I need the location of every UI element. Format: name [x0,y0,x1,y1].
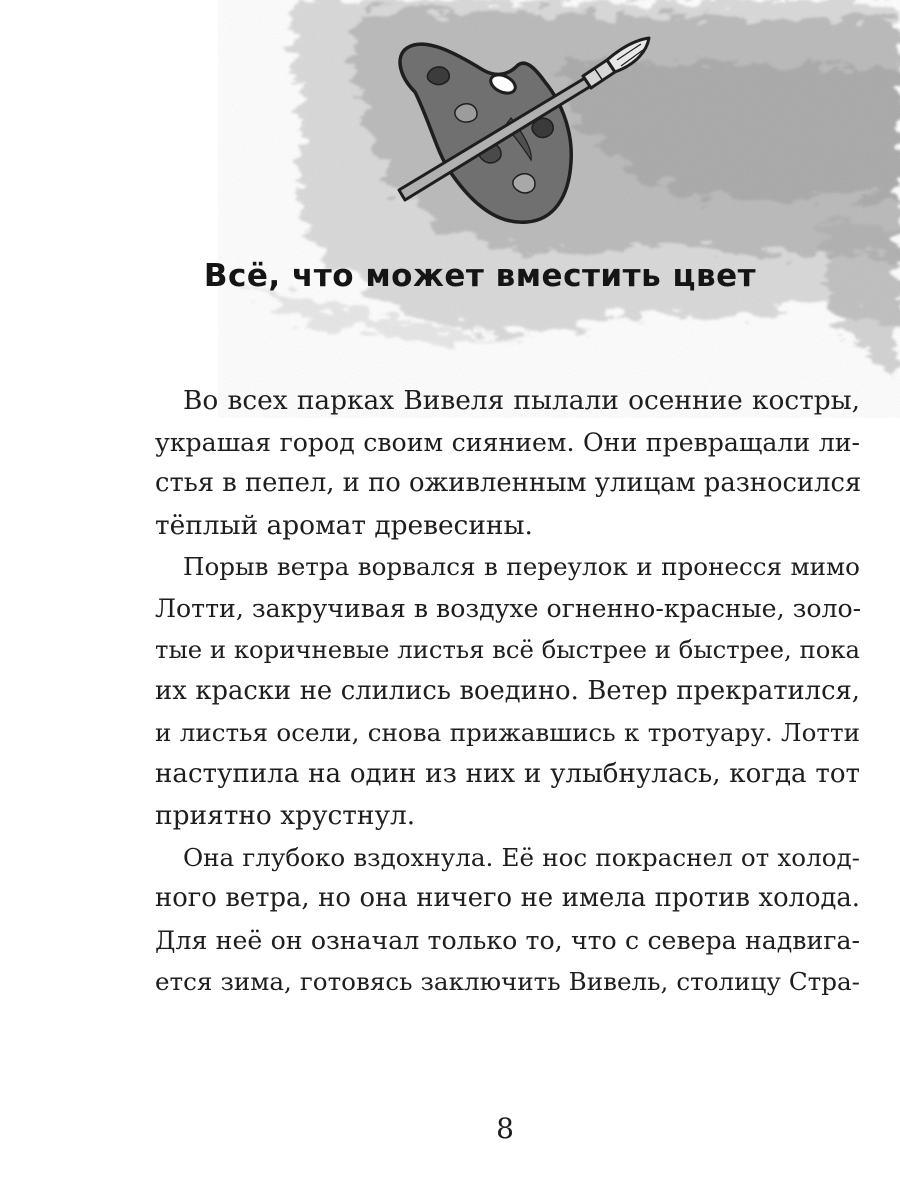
text-line: приятно хрустнул. [155,800,416,831]
paragraph [155,837,860,1003]
paragraph [155,546,860,837]
body-text [155,380,860,1003]
text-line: ного ветра, но она ничего не имела против холода. [155,883,860,913]
text-line: Лотти, закручивая в воздухе огненно-красные, золо- [155,593,862,623]
text-line: наступила на один из них и улыбнулась, когда тот [155,758,860,789]
paragraph [155,380,860,546]
text-line: тёплый аромат древесины. [155,509,533,541]
text-line: Для неё он означал только то, что с севера надвига- [155,925,860,955]
text-line: Порыв ветра ворвался в переулок и пронесся мимо [183,552,860,581]
text-line: ется зима, готовясь заключить Вивель, столицу Стра- [155,967,860,996]
paint-palette-with-brush-icon [385,30,675,240]
text-line: тые и коричневые листья всё быстрее и быстрее, пока [155,635,860,664]
text-line: их краски не слились воедино. Ветер прекратился, [155,675,860,706]
text-line: стья в пепел, и по оживленным улицам разносился [155,468,862,498]
text-line: Она глубоко вздохнула. Её нос покраснел от холод- [183,842,860,872]
page-number: 8 [496,1112,514,1145]
text-line: и листья осели, снова прижавшись к тротуару. Лотти [155,718,860,747]
chapter-title: Всё, что может вместить цвет [203,258,757,294]
text-line: украшая город своим сиянием. Они превращали ли- [155,427,860,457]
text-line: Во всех парках Вивеля пылали осенние костры, [183,385,860,416]
